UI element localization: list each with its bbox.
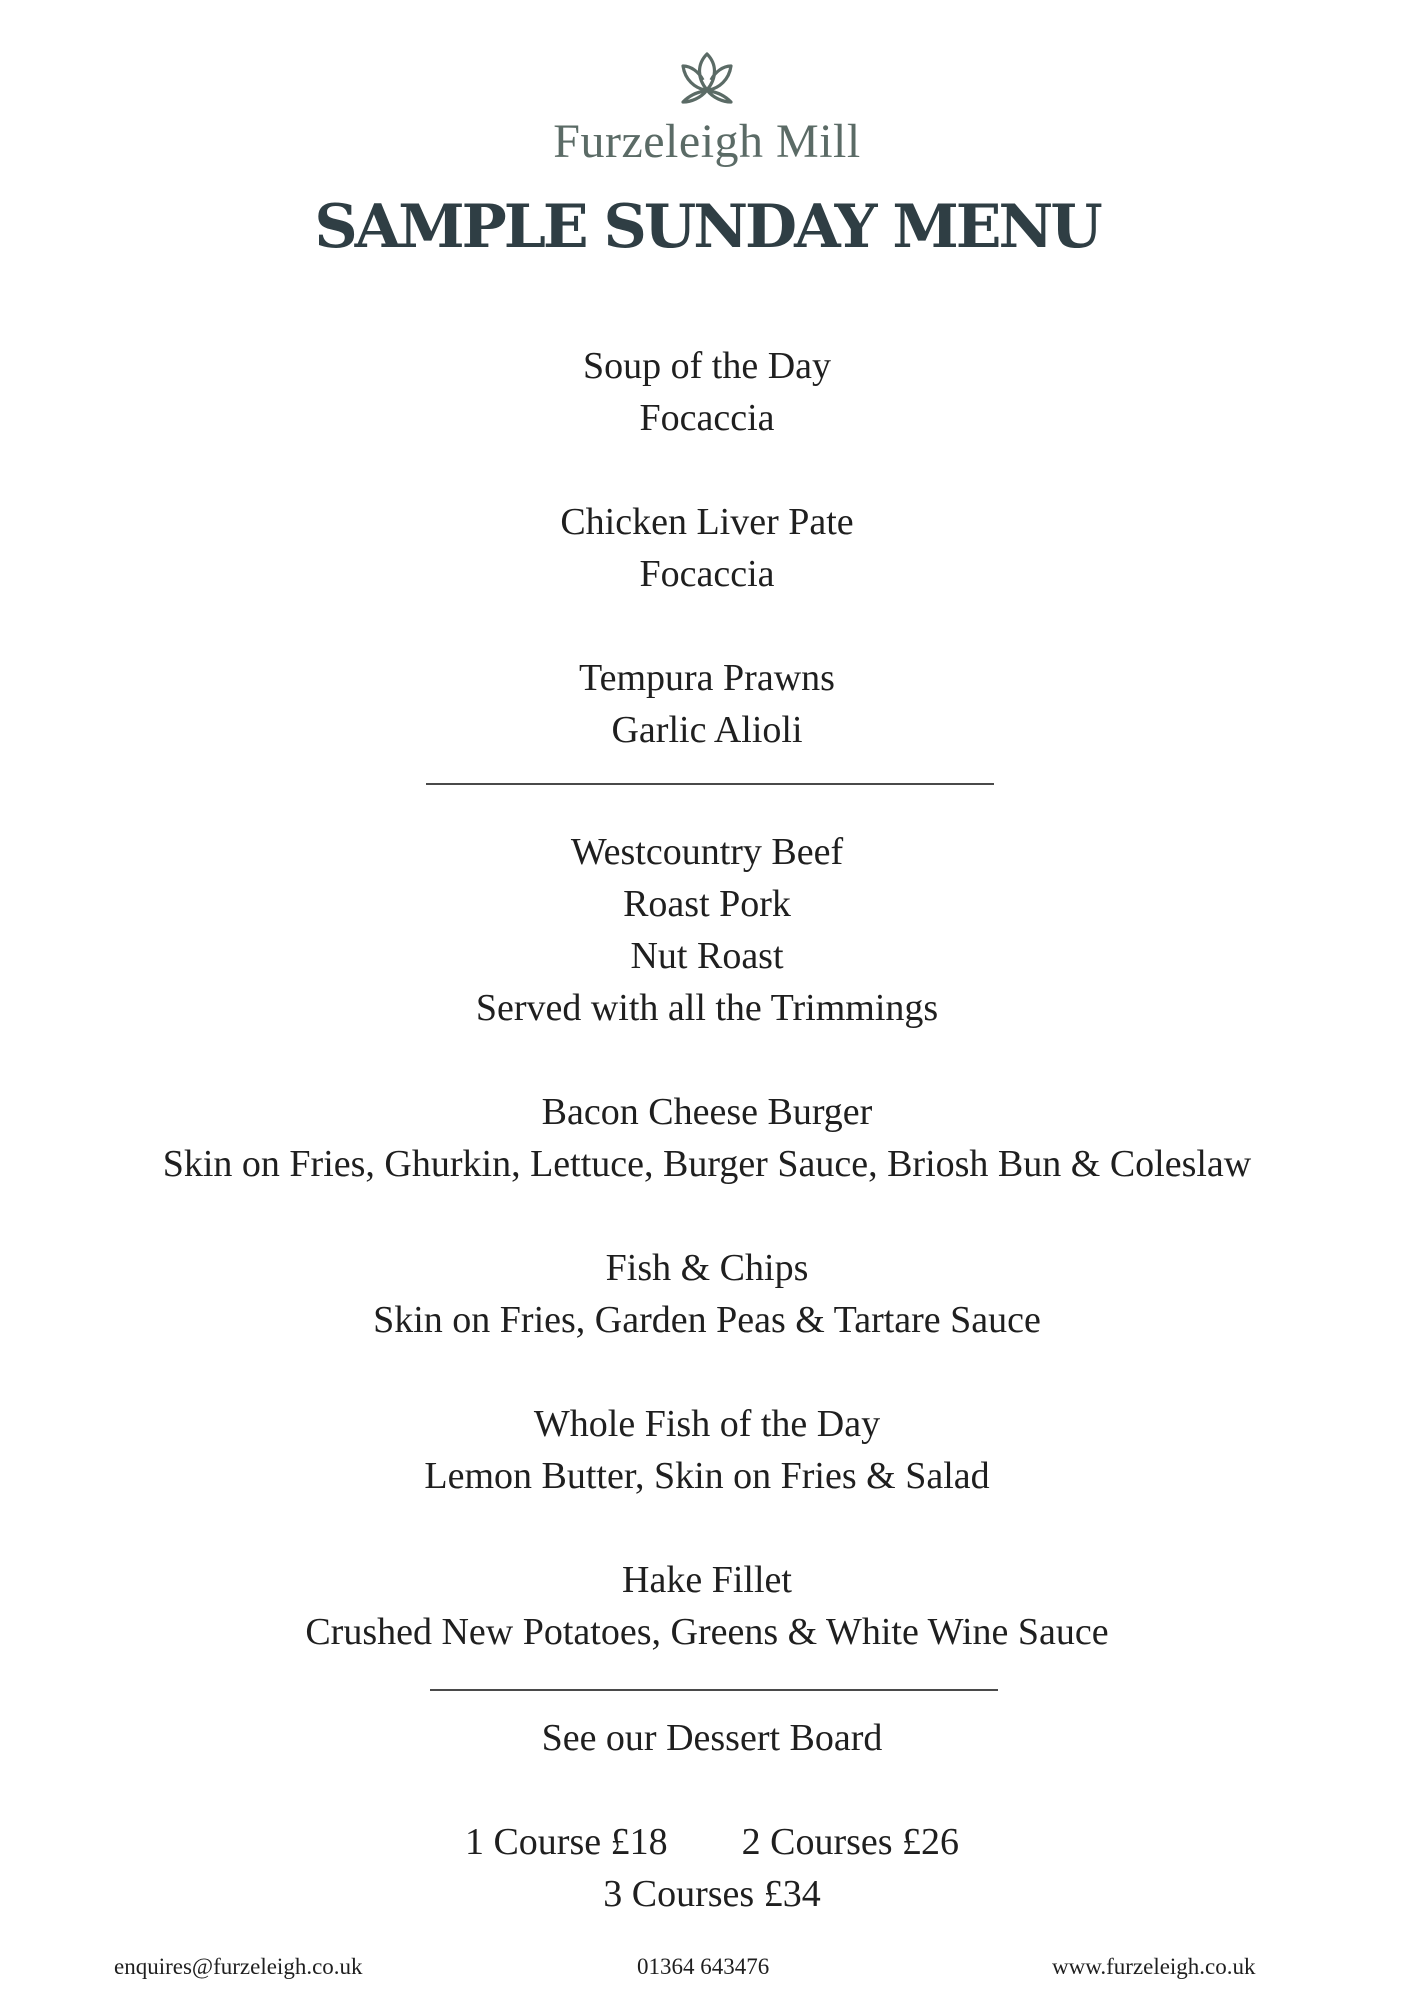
dish-detail: Garlic Alioli — [611, 709, 803, 751]
menu-item — [0, 1086, 1414, 1190]
dish-detail: Skin on Fries, Garden Peas & Tartare Sauce — [373, 1299, 1041, 1341]
lotus-icon — [675, 50, 739, 110]
menu-item — [0, 340, 1414, 444]
menu-item — [0, 1398, 1414, 1502]
dish-name: Tempura Prawns — [579, 657, 835, 699]
price-row — [0, 1868, 1414, 1920]
dish-detail: Served with all the Trimmings — [475, 987, 939, 1029]
prices-section — [0, 1816, 1414, 1920]
dish-detail: Focaccia — [639, 553, 775, 595]
brand-name: Furzeleigh Mill — [553, 115, 861, 168]
dish-name: Roast Pork — [623, 883, 791, 925]
price-three-courses: 3 Courses £34 — [603, 1873, 821, 1915]
dish-name: Westcountry Beef — [570, 831, 844, 873]
dish-name: Hake Fillet — [622, 1559, 792, 1601]
dish-detail: Focaccia — [639, 397, 775, 439]
menu-item — [0, 652, 1414, 756]
mains-section — [0, 826, 1414, 1658]
dish-name: Nut Roast — [630, 935, 784, 977]
menu-item — [0, 496, 1414, 600]
page-title: SAMPLE SUNDAY MENU — [314, 192, 1100, 262]
dish-name: Soup of the Day — [582, 345, 832, 387]
dish-detail: Skin on Fries, Ghurkin, Lettuce, Burger Sauce, Briosh Bun & Coleslaw — [162, 1143, 1252, 1185]
footer-phone: 01364 643476 — [637, 1954, 770, 1979]
section-divider — [426, 783, 994, 785]
footer-website[interactable]: www.furzeleigh.co.uk — [1052, 1954, 1256, 1979]
dessert-note: See our Dessert Board — [541, 1717, 883, 1759]
price-two-courses: 2 Courses £26 — [741, 1821, 960, 1863]
price-one-course: 1 Course £18 — [464, 1821, 668, 1863]
dish-name: Whole Fish of the Day — [533, 1403, 881, 1445]
dish-name: Bacon Cheese Burger — [541, 1091, 873, 1133]
dish-name: Fish & Chips — [605, 1247, 809, 1289]
section-divider — [430, 1689, 998, 1691]
brand-logo — [0, 50, 1414, 169]
starters-section — [0, 340, 1414, 756]
dessert-section — [0, 1712, 1414, 1764]
dish-detail: Lemon Butter, Skin on Fries & Salad — [424, 1455, 990, 1497]
menu-item — [0, 826, 1414, 1034]
dish-detail: Crushed New Potatoes, Greens & White Wine Sauce — [305, 1611, 1109, 1653]
footer — [0, 1954, 1414, 1984]
dish-name: Chicken Liver Pate — [560, 501, 854, 543]
menu-item — [0, 1554, 1414, 1658]
price-row — [0, 1816, 1414, 1868]
footer-email[interactable]: enquires@furzeleigh.co.uk — [114, 1954, 363, 1979]
menu-item — [0, 1242, 1414, 1346]
